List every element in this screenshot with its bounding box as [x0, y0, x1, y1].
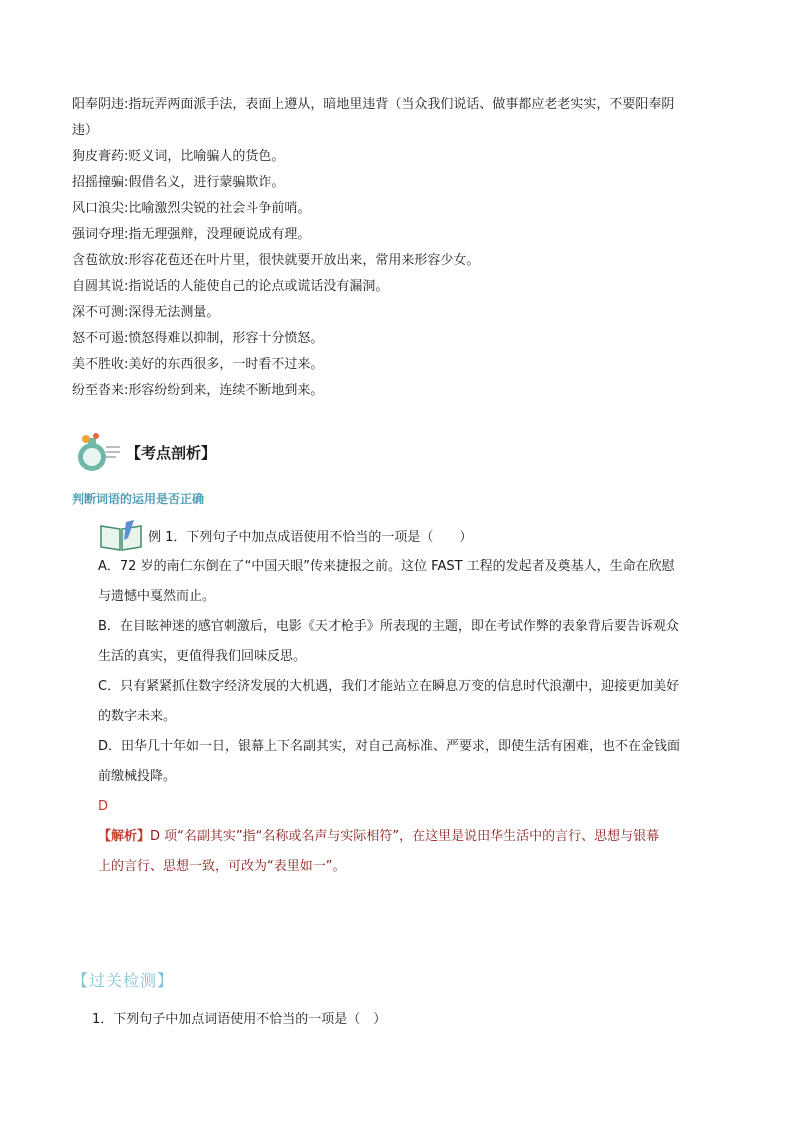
definition-line: 含苞欲放:形容花苞还在叶片里，很快就要开放出来，常用来形容少女。 [72, 253, 480, 268]
option-line: 的数字未来。 [98, 709, 177, 724]
definition-line: 怒不可遏:愤怒得难以抑制，形容十分愤怒。 [72, 331, 324, 346]
option-line: C．只有紧紧抓住数字经济发展的大机遇，我们才能站立在瞬息万变的信息时代浪潮中，迎接更加美好 [98, 679, 680, 694]
definition-line: 阳奉阴违:指玩弄两面派手法，表面上遵从，暗地里违背（当众我们说话、做事都应老老实实，不要阳奉阴 [72, 97, 675, 112]
flask-icon [72, 430, 122, 474]
definition-line: 自圆其说:指说话的人能使自己的论点或谎话没有漏洞。 [72, 279, 389, 294]
definition-list [72, 92, 732, 404]
answer: D [98, 799, 109, 814]
section-title: 【考点剖析】 [126, 443, 217, 462]
question-1: 1．下列句子中加点词语使用不恰当的一项是（ ） [92, 1012, 387, 1027]
definition-line: 风口浪尖:比喻激烈尖锐的社会斗争前哨。 [72, 201, 311, 216]
definition-line: 深不可测:深得无法测量。 [72, 305, 220, 320]
section-kaodian [72, 430, 216, 474]
book-pencil-icon [98, 518, 144, 552]
example-block [98, 518, 722, 882]
sub-title: 判断词语的运用是否正确 [72, 492, 205, 506]
option-line: 前缴械投降。 [98, 769, 177, 784]
definition-line: 美不胜收:美好的东西很多，一时看不过来。 [72, 357, 324, 372]
option-line: D．田华几十年如一日，银幕上下名副其实，对自己高标准、严要求，即使生活有困难，也不在金钱面 [98, 739, 681, 754]
analysis [98, 822, 722, 882]
option-line: A．72 岁的南仁东倒在了“中国天眼”传来捷报之前。这位 FAST 工程的发起者及奠基人，生命在欣慰 [98, 559, 675, 574]
definition-line: 违） [72, 123, 99, 138]
option-line: B．在目眩神迷的感官刺激后，电影《天才枪手》所表现的主题，即在考试作弊的表象背后要告诉观众 [98, 619, 679, 634]
option-list [98, 552, 722, 792]
definition-line: 狗皮膏药:贬义词，比喻骗人的货色。 [72, 149, 285, 164]
section-guoguan: 【过关检测】 [72, 971, 175, 990]
analysis-tag: 【解析】 [98, 829, 151, 844]
definition-line: 强词夺理:指无理强辩，没理硬说成有理。 [72, 227, 311, 242]
analysis-line-1: D 项“名副其实”指“名称或名声与实际相符”，在这里是说田华生活中的言行、思想与银幕 [150, 829, 660, 844]
example-question: 例 1．下列句子中加点成语使用不恰当的一项是（ ） [148, 529, 473, 545]
analysis-line-2: 上的言行、思想一致，可改为“表里如一”。 [98, 859, 346, 874]
definition-line: 招摇撞骗:假借名义，进行蒙骗欺诈。 [72, 175, 285, 190]
option-line: 与遗憾中戛然而止。 [98, 589, 216, 604]
option-line: 生活的真实，更值得我们回味反思。 [98, 649, 307, 664]
definition-line: 纷至沓来:形容纷纷到来，连续不断地到来。 [72, 383, 324, 398]
